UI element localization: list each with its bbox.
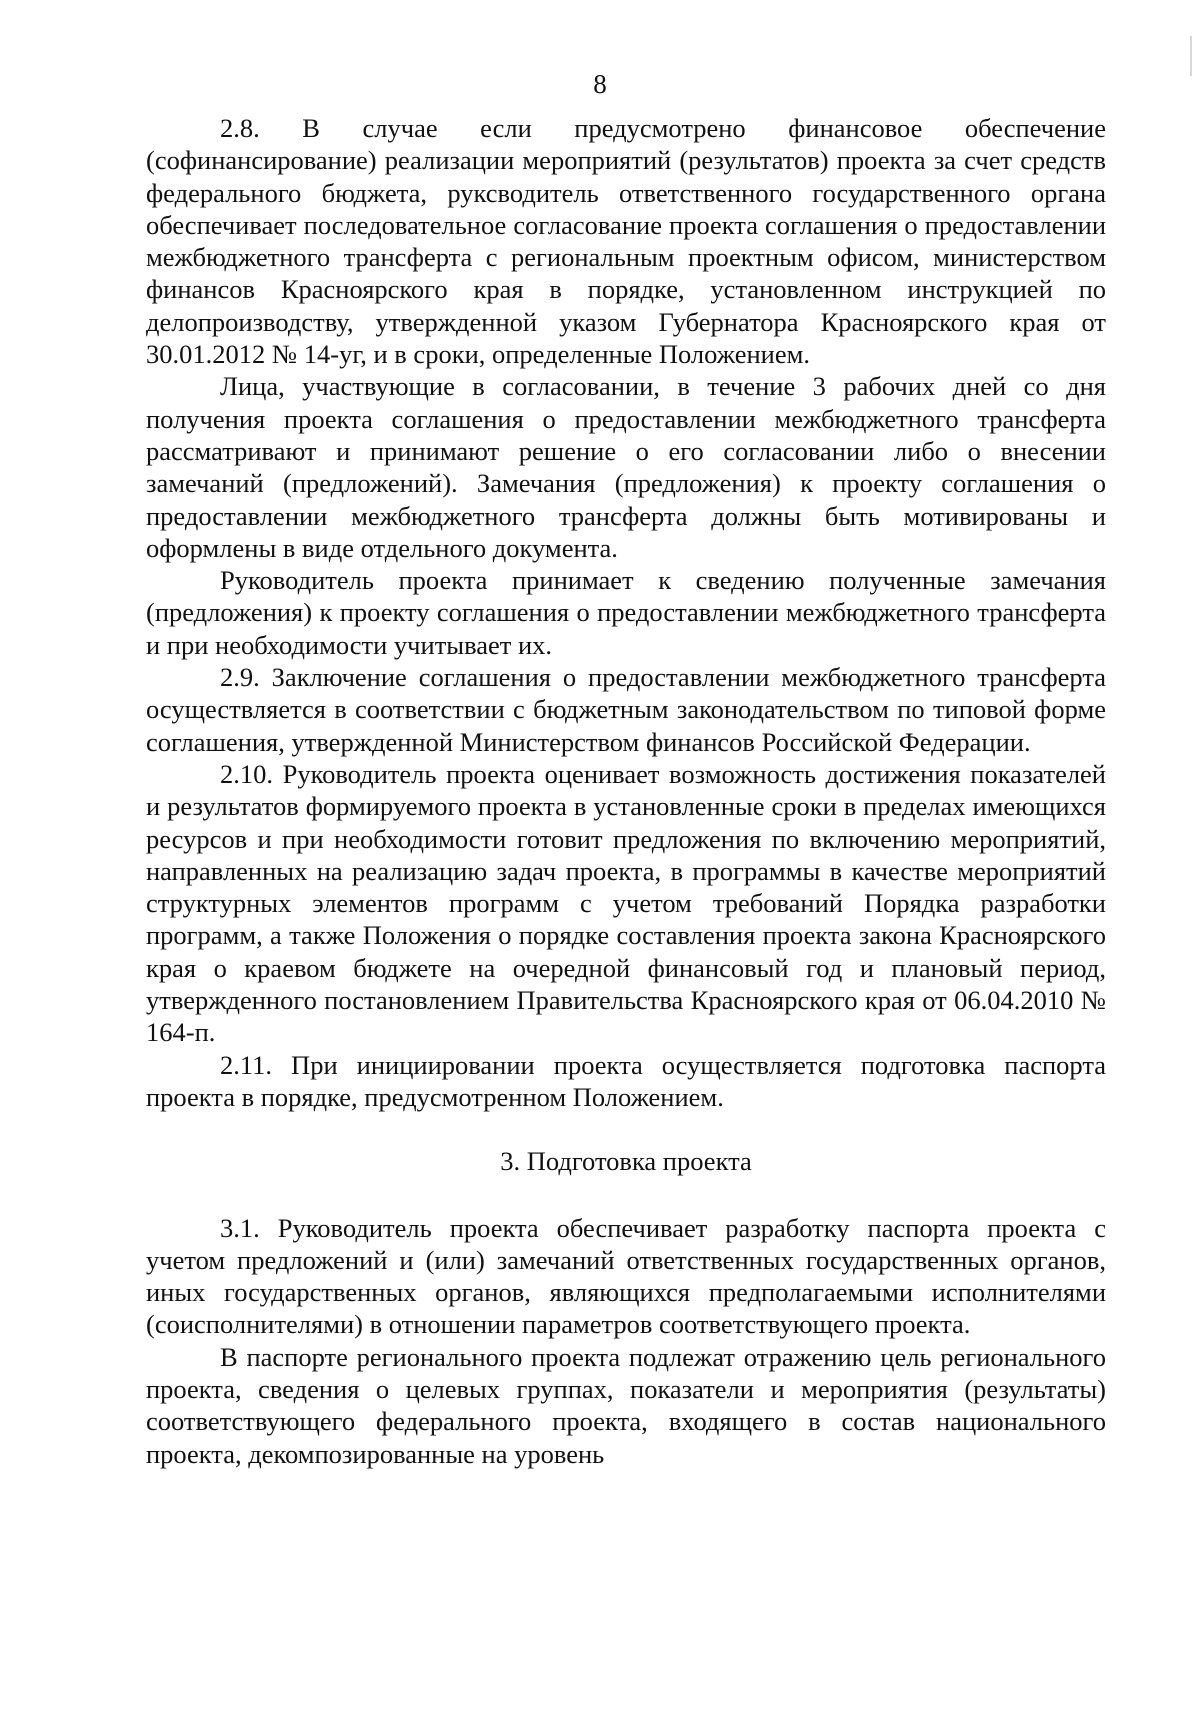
paragraph-3-1: 3.1. Руководитель проекта обеспечивает разработку паспорта проекта с учетом предложений и (или) замечаний ответственных государственных органов, иных государственных органов, являющихся предполагаемыми исполнителями (соисполнителями) в отношении параметров соответствующего проекта. (146, 1212, 1106, 1340)
document-body (146, 112, 1106, 1470)
paragraph-2-10: 2.10. Руководитель проекта оценивает возможность достижения показателей и результатов формируемого проекта в установленные сроки в пределах имеющихся ресурсов и при необходимости готовит предложения по включению мероприятий, направленных на реализацию задач проекта, в программы в качестве мероприятий структурных элементов программ с учетом требований Порядка разработки программ, а также Положения о порядке составления проекта закона Красноярского края о краевом бюджете на очередной финансовый год и плановый период, утвержденного постановлением Правительства Красноярского края от 06.04.2010 № 164-п. (146, 758, 1106, 1048)
paragraph-2-11: 2.11. При инициировании проекта осуществляется подготовка паспорта проекта в порядке, предусмотренном Положением. (146, 1049, 1106, 1112)
page-number: 8 (593, 69, 607, 99)
paragraph-regional-passport: В паспорте регионального проекта подлежат отражению цель регионального проекта, сведения о целевых группах, показатели и мероприятия (результаты) соответствующего федерального проекта, входящего в состав национального проекта, декомпозированные на уровень (146, 1341, 1106, 1469)
paragraph-2-9: 2.9. Заключение соглашения о предоставлении межбюджетного трансферта осуществляется в соответствии с бюджетным законодательством по типовой форме соглашения, утвержденной Министерством финансов Российской Федерации. (146, 662, 1106, 757)
paragraph-2-8: 2.8. В случае если предусмотрено финансовое обеспечение (софинансирование) реализации мероприятий (результатов) проекта за счет средств федерального бюджета, руксводитель ответственного государственного органа обеспечивает последовательное согласование проекта соглашения о предоставлении межбюджетного трансферта с региональным проектным офисом, министерством финансов Красноярского края в порядке, установленном инструкцией по делопроизводству, утвержденной указом Губернатора Красноярского края от 30.01.2012 № 14-уг, и в сроки, определенные Положением. (146, 113, 1106, 370)
paragraph-approval-participants: Лица, участвующие в согласовании, в течение 3 рабочих дней со дня получения проекта соглашения о предоставлении межбюджетного трансферта рассматривают и принимают решение о его согласовании либо о внесении замечаний (предложений). Замечания (предложения) к проекту соглашения о предоставлении межбюджетного трансферта должны быть мотивированы и оформлены в виде отдельного документа. (146, 371, 1106, 563)
paragraph-project-head-remarks: Руководитель проекта принимает к сведению полученные замечания (предложения) к проекту соглашения о предоставлении межбюджетного трансферта и при необходимости учитывает их. (146, 565, 1106, 660)
section-heading: 3. Подготовка проекта (500, 1146, 752, 1177)
